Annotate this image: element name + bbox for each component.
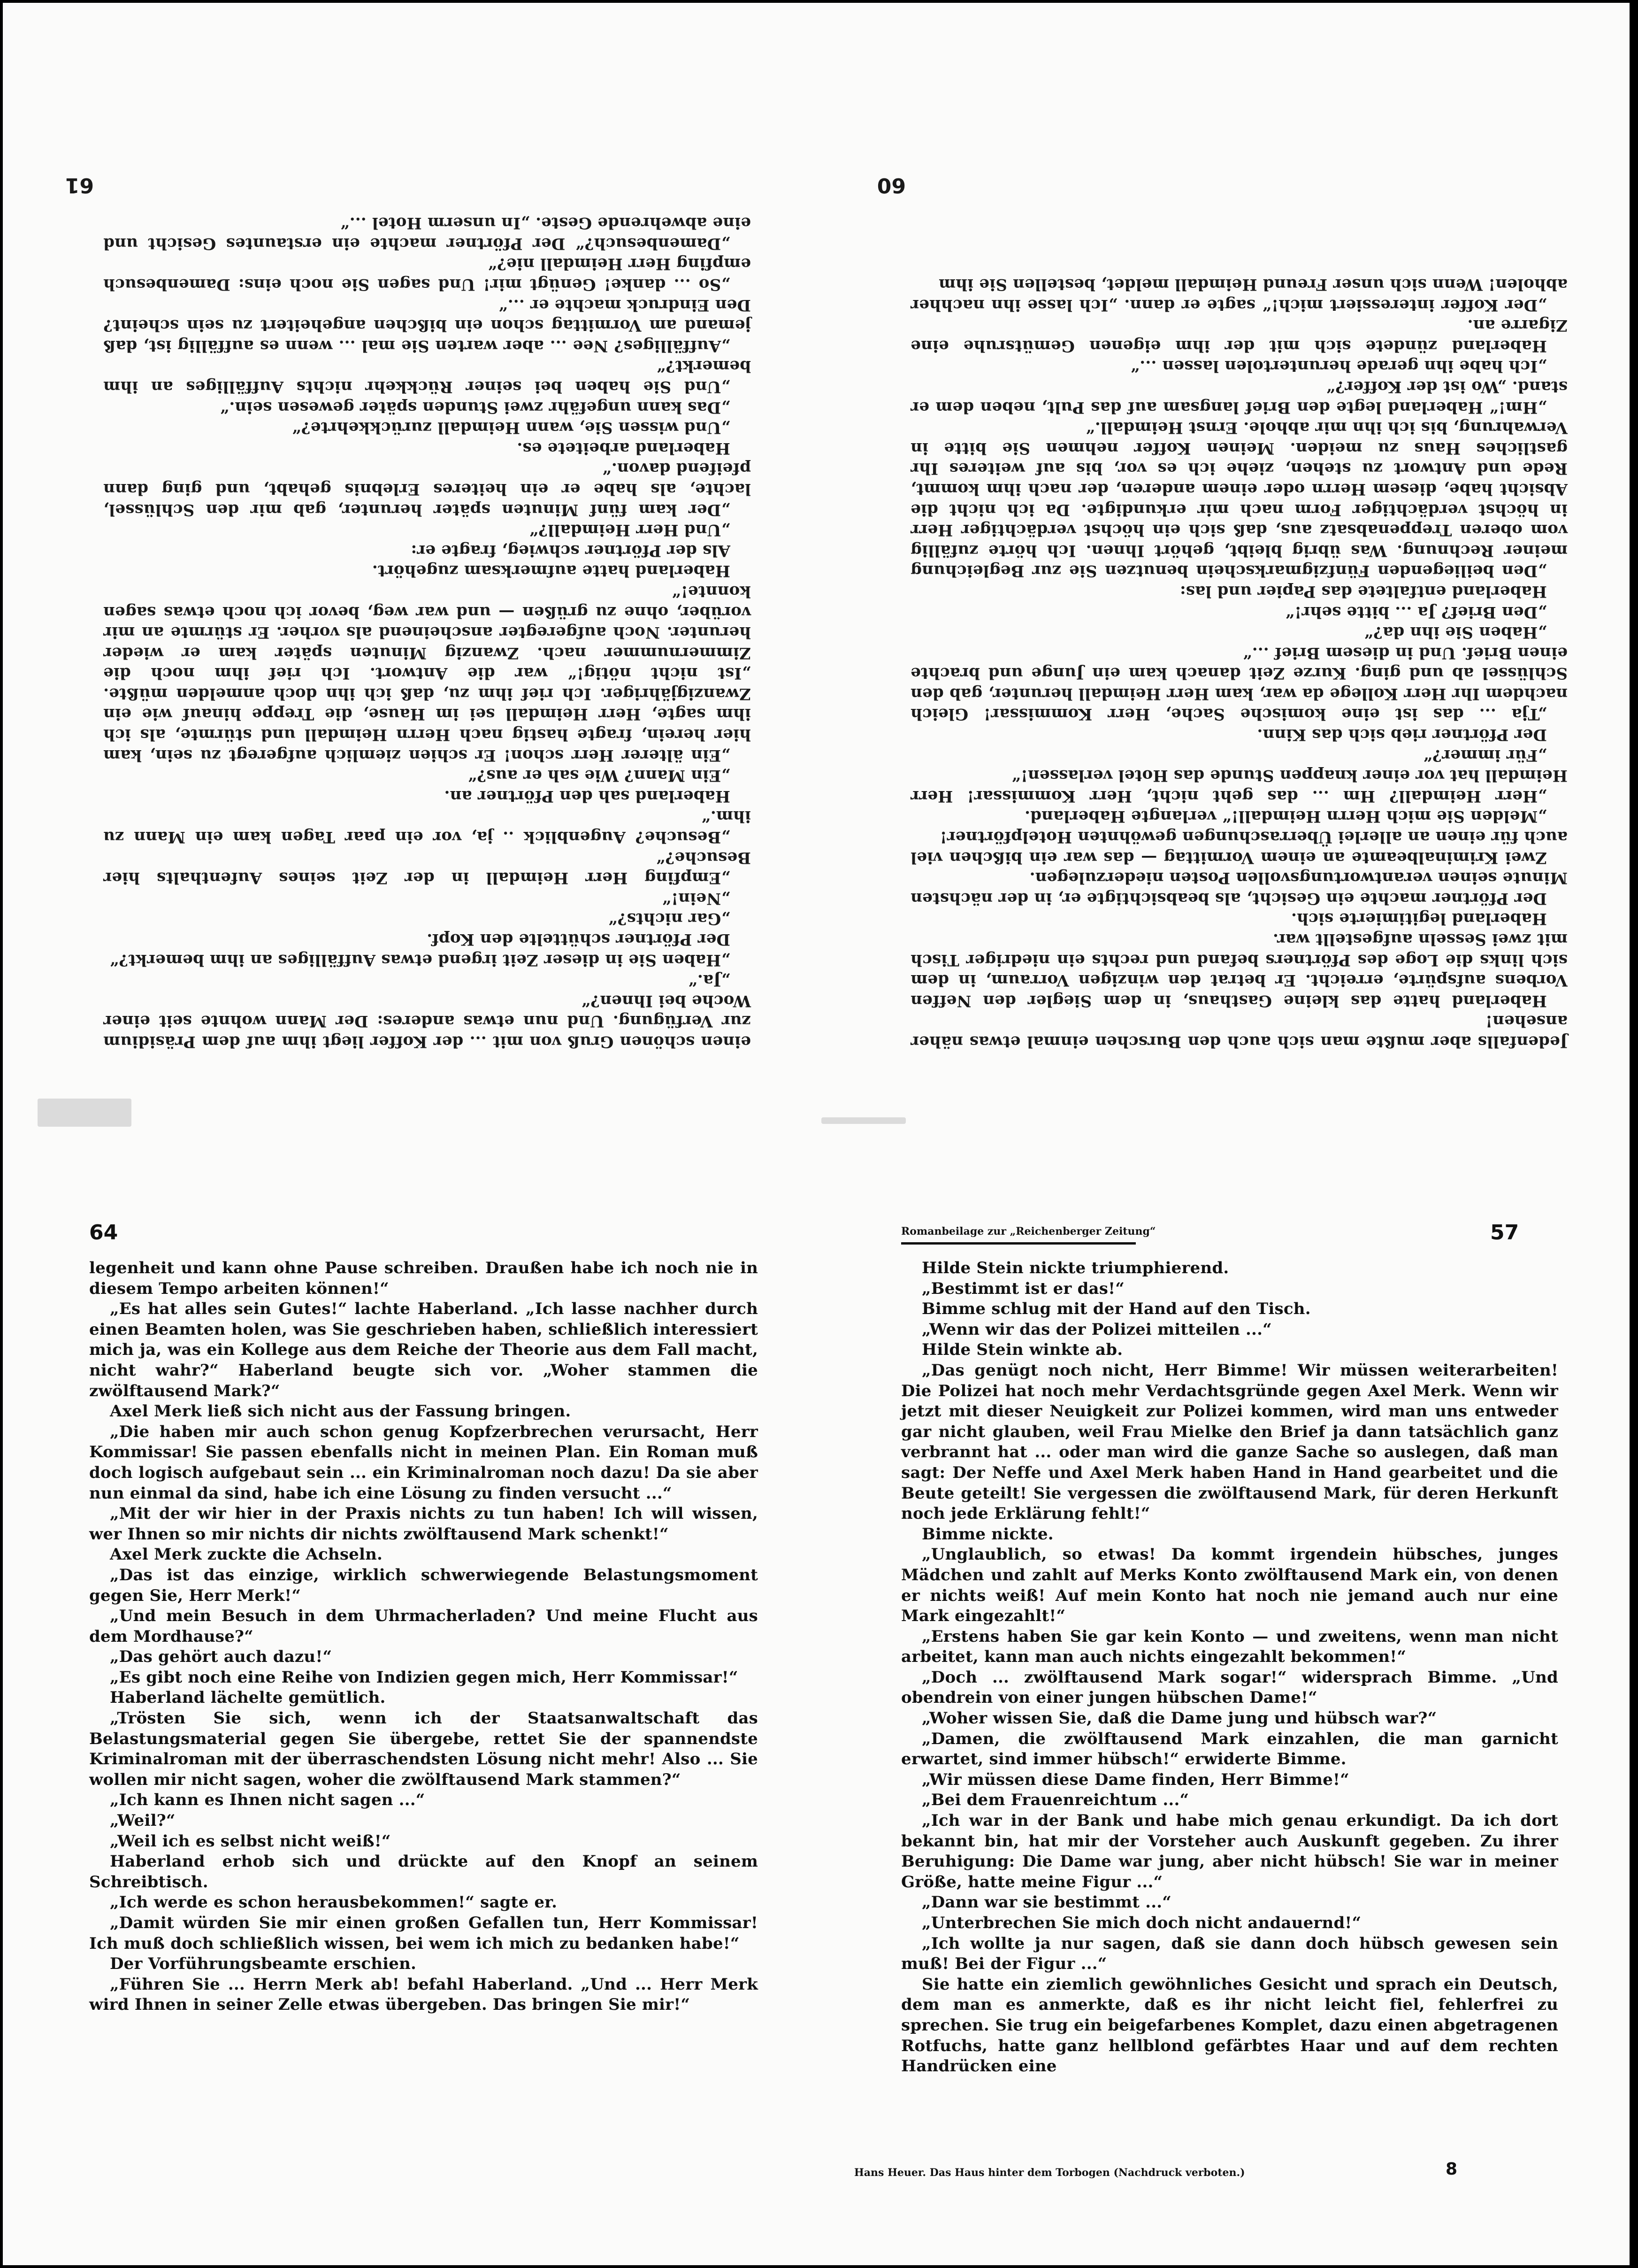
paragraph: „Das genügt noch nicht, Herr Bimme! Wir müssen weiterarbeiten! Die Polizei hat noch mehr Verdachtsgründe gegen Axel Merk. Wenn wir jetzt mit dieser Neuigkeit zur Polizei kommen, wird man uns entweder gar nicht glauben, weil Frau Mielke den Brief ja dann tatsächlich ganz verbrannt hat ... oder man wird die ganze Sache so auslegen, daß man sagt: Der Neffe und Axel Merk haben Hand in Hand gearbeitet und die Beute geteilt! Sie vergessen die zwölftausend Mark, für deren Herkunft noch jede Erklärung fehlt!“ [901, 1361, 1558, 1523]
paragraph: „Ja.“ [688, 971, 730, 990]
paragraph: „Woher wissen Sie, daß die Dame jung und hübsch war?“ [922, 1709, 1437, 1728]
paragraph: „Auffälliges? Nee ... aber warten Sie mal ... wenn es auffällig ist, daß jemand am Vormittag schon ein bißchen angeheitert zu sein scheint? Den Eindruck machte er ...“ [103, 295, 751, 355]
paragraph: „Mit der wir hier in der Praxis nichts zu tun haben! Ich will wissen, wer Ihnen so mir nichts dir nichts zwölftausend Mark schenkt!“ [89, 1504, 758, 1544]
paragraph: Bimme nickte. [922, 1524, 1054, 1544]
paragraph: „Trösten Sie sich, wenn ich der Staatsanwaltschaft das Belastungsmaterial gegen Sie übergebe, rettet Sie der spannendste Kriminalroman mit der überraschendsten Lösung nicht mehr! Also ... Sie wollen mir nicht sagen, woher die zwölftausend Mark stammen?“ [89, 1709, 758, 1789]
paragraph: legenheit und kann ohne Pause schreiben. Draußen habe ich noch nie in diesem Tempo arbeiten können!“ [89, 1259, 758, 1298]
paragraph: „Und mein Besuch in dem Uhrmacherladen? Und meine Flucht aus dem Mordhause?“ [89, 1607, 758, 1646]
paragraph: Axel Merk zuckte die Achseln. [110, 1545, 383, 1564]
page-lower-right [854, 1211, 1605, 2221]
paragraph: Als der Pförtner schwieg, fragte er: [411, 541, 730, 560]
paragraph: Sie hatte ein ziemlich gewöhnliches Gesicht und sprach ein Deutsch, dem man es anmerkte, daß es ihr nicht leicht fiel, fehlerfrei zu sprechen. Sie trug ein beigefarbenes Komplet, dazu einen abgetragenen Rotfuchs, hatte ganz hellblond gefärbtes Haar und auf dem rechten Handrücken eine [901, 1975, 1558, 2076]
paragraph: „Ich kann es Ihnen nicht sagen ...“ [110, 1791, 425, 1810]
paragraph: Haberland zündete sich mit der ihm eigenen Gemütsruhe eine Zigarre an. [911, 316, 1568, 355]
paragraph: Haberland sah den Pförtner an. [444, 786, 730, 806]
running-header: Romanbeilage zur „Reichenberger Zeitung“ [901, 1225, 1156, 1238]
paragraph: „Und Herr Heimdall?“ [529, 521, 730, 540]
page-lower-left [28, 1211, 788, 2221]
footer-signature: 8 [1446, 2160, 1458, 2179]
paragraph: „Dann war sie bestimmt ...“ [922, 1893, 1172, 1912]
paragraph: „Nein!“ [662, 889, 730, 908]
page-upper-right [854, 141, 1605, 1080]
paragraph: „Doch ... zwölftausend Mark sogar!“ widersprach Bimme. „Und obendrein von einer jungen hübschen Dame!“ [901, 1668, 1558, 1707]
paragraph: „Bestimmt ist er das!“ [922, 1279, 1125, 1298]
paragraph: „Es hat alles sein Gutes!“ lachte Haberland. „Ich lasse nachher durch einen Beamten holen, was Sie geschrieben haben, schließlich interessiert mich ja, was ein Kollege aus dem Reiche der Theorie aus dem Fall macht, nicht wahr?“ Haberland beugte sich vor. „Woher stammen die zwölftausend Mark?“ [89, 1299, 758, 1400]
paragraph: „Das kann ungefähr zwei Stunden später gewesen sein.“ [220, 398, 730, 417]
paragraph: Haberland entfaltete das Papier und las: [1179, 582, 1547, 601]
paragraph: Hilde Stein winkte ab. [922, 1340, 1123, 1360]
paragraph: Haberland hatte das kleine Gasthaus, in dem Siegler den Neffen Vorbens aufspürte, erreicht. Er betrat den winzigen Vorraum, in dem sich links die Loge des Pförtners befand und rechts ein niedriger Tisch mit zwei Sesseln aufgestellt war. [911, 930, 1568, 1010]
paragraph: Haberland arbeitete es. [517, 438, 730, 458]
text-column [901, 1258, 1558, 2077]
paragraph: „Bei dem Frauenreichtum ...“ [922, 1791, 1189, 1810]
paragraph: „Führen Sie ... Herrn Merk ab! befahl Haberland. „Und ... Herr Merk wird Ihnen in seiner Zelle etwas übergeben. Das bringen Sie mir!“ [89, 1975, 758, 2014]
paragraph: Zwei Kriminalbeamte an einem Vormittag — das war ein bißchen viel auch für einen an allerlei Überraschungen gewöhnten Hotelpförtner! [911, 828, 1568, 867]
paragraph: Hilde Stein nickte triumphierend. [922, 1259, 1229, 1277]
paragraph: „Weil ich es selbst nicht weiß!“ [110, 1831, 391, 1851]
paragraph: „Hm!“ Haberland legte den Brief langsam auf das Pult, neben dem er stand. „Wo ist der Koffer?“ [911, 377, 1568, 417]
paragraph: „Herr Heimdall? Hm ... das geht nicht, Herr Kommissar! Herr Heimdall hat vor einer knappen Stunde das Hotel verlassen!“ [911, 766, 1568, 806]
paragraph: „Und Sie haben bei seiner Rückkehr nichts Auffälliges an ihm bemerkt?“ [103, 357, 751, 396]
paragraph: „Der Koffer interessiert mich!“ sagte er dann. „Ich lasse ihn nachher abholen! Wenn sich unser Freund Heimdall meldet, bestellen Sie ihm [911, 275, 1568, 315]
paragraph: „Für immer?“ [1423, 746, 1547, 765]
page-number: 57 [1490, 1221, 1519, 1245]
paragraph: „Ich war in der Bank und habe mich genau erkundigt. Da ich dort bekannt bin, hat mir der Vorsteher auch Auskunft gegeben. Zu ihrer Beruhigung: Die Dame war jung, aber nicht hübsch! Sie war in meiner Größe, hatte meine Figur ...“ [901, 1811, 1558, 1891]
paragraph: „Gar nichts?“ [608, 909, 730, 929]
paragraph: „Es gibt noch eine Reihe von Indizien gegen mich, Herr Kommissar!“ [110, 1668, 738, 1687]
paragraph: „Unglaublich, so etwas! Da kommt irgendein hübsches, junges Mädchen und zahlt auf Merks Konto zwölftausend Mark ein, von denen er nichts weiß! Auf mein Konto hat noch nie jemand auch nur eine Mark eingezahlt!“ [901, 1545, 1558, 1626]
scan-smudge [38, 1099, 131, 1127]
paragraph: „Ein älterer Herr schon! Er schien ziemlich aufgeregt zu sein, kam hier herein, fragte hastig nach Herrn Heimdall und stürmte, als ich ihm sagte, Herr Heimdall sei im Hause, die Treppe hinauf wie ein Zwanzigjähriger. Ich rief ihm zu, daß ich ihn doch anmelden müßte. „Ist nicht nötig!“ war die Antwort. Ich rief ihm noch die Zimmernummer nach. Zwanzig Minuten später kam er wieder herunter. Noch aufgeregter anscheinend als vorher. Er stürmte an mir vorüber, ohne zu grüßen — und war weg, bevor ich noch etwas sagen konnte!“ [103, 582, 751, 765]
paragraph: Der Pförtner machte ein Gesicht, als beabsichtigte er, in der nächsten Minute seinen verantwortungsvollen Posten niederzulegen. [911, 869, 1568, 908]
paragraph: „Damenbesuch?“ Der Pförtner machte ein erstauntes Gesicht und eine abwehrende Geste. „In unserm Hotel ...“ [103, 214, 751, 253]
paragraph: Haberland erhob sich und drückte auf den Knopf an seinem Schreibtisch. [89, 1852, 758, 1891]
paragraph: „Ich wollte ja nur sagen, daß sie dann doch hübsch gewesen sein muß! Bei der Figur ...“ [901, 1934, 1558, 1974]
paragraph: „Das ist das einzige, wirklich schwerwiegende Belastungsmoment gegen Sie, Herr Merk!“ [89, 1565, 758, 1605]
paragraph: „Tja ... das ist eine komische Sache, Herr Kommissar! Gleich nachdem Ihr Herr Kollege da war, kam Herr Heimdall herunter, gab den Schlüssel ab und ging. Kurze Zeit danach kam ein Junge und brachte einen Brief. Und in diesem Brief ...“ [911, 643, 1568, 724]
paragraph: „Erstens haben Sie gar kein Konto — und zweitens, wenn man nicht arbeitet, kann man auch nichts eingezahlt bekommen!“ [901, 1627, 1558, 1667]
paragraph: „Wenn wir das der Polizei mitteilen ...“ [922, 1320, 1272, 1339]
paragraph: „Wir müssen diese Dame finden, Herr Bimme!“ [922, 1770, 1349, 1789]
paragraph: „Ich werde es schon herausbekommen!“ sagte er. [110, 1893, 558, 1912]
paragraph: Haberland legitimierte sich. [1291, 909, 1547, 929]
text-column [911, 274, 1568, 1052]
paragraph: Der Pförtner schüttelte den Kopf. [427, 930, 730, 949]
page-number: 60 [877, 173, 906, 197]
paragraph: „Damen, die zwölftausend Mark einzahlen, die man garnicht erwartet, sind immer hübsch!“ erwiderte Bimme. [901, 1729, 1558, 1769]
paragraph: einen schönen Gruß von mit ... der Koffer liegt ihm auf dem Präsidium zur Verfügung. Und nun etwas anderes: Der Mann wohnte seit einer Woche bei Ihnen?“ [103, 991, 751, 1051]
text-column [89, 1258, 758, 2015]
footer-credit: Hans Heuer. Das Haus hinter dem Torbogen (Nachdruck verboten.) [854, 2167, 1245, 2179]
paragraph: „Und wissen Sie, wann Heimdall zurückkehrte?“ [291, 418, 730, 438]
paragraph: „Empfing Herr Heimdall in der Zeit seines Aufenthalts hier Besuche?“ [103, 848, 751, 888]
paragraph: „Der kam fünf Minuten später herunter, gab mir den Schlüssel, lachte, als habe er ein heiteres Erlebnis gehabt, und ging dann pfeifend davon.“ [103, 459, 751, 519]
paragraph: „Die haben mir auch schon genug Kopfzerbrechen verursacht, Herr Kommissar! Sie passen ebenfalls nicht in meinen Plan. Ein Roman muß doch logisch aufgebaut sein ... ein Kriminalroman noch dazu! Da sie aber nun einmal da sind, habe ich eine Lösung zu finden versucht ...“ [89, 1422, 758, 1503]
paragraph: Der Pförtner rieb sich das Kinn. [1257, 725, 1547, 745]
paragraph: „Unterbrechen Sie mich doch nicht andauernd!“ [922, 1914, 1362, 1932]
paragraph: Bimme schlug mit der Hand auf den Tisch. [922, 1299, 1311, 1319]
paragraph: „Haben Sie in dieser Zeit irgend etwas Auffälliges an ihm bemerkt?“ [109, 950, 730, 969]
header-rule [901, 1242, 1136, 1245]
paragraph: „Den Brief? Ja ... bitte sehr!“ [1285, 602, 1547, 622]
page-number: 61 [65, 173, 94, 197]
scan-smudge [821, 1117, 906, 1124]
paragraph: Haberland lächelte gemütlich. [110, 1688, 386, 1707]
paragraph: „Damit würden Sie mir einen großen Gefallen tun, Herr Kommissar! Ich muß doch schließlich wissen, bei wem ich mich zu bedanken habe!“ [89, 1914, 758, 1953]
paragraph: „Das gehört auch dazu!“ [110, 1647, 332, 1667]
paragraph: „Besuche? Augenblick .. ja, vor ein paar Tagen kam ein Mann zu ihm.“ [103, 807, 751, 847]
paragraph: „Melden Sie mich Herrn Heimdall!“ verlangte Haberland. [1025, 807, 1547, 826]
paragraph: „Weil?“ [110, 1811, 176, 1830]
text-column [103, 213, 751, 1052]
page-upper-left [28, 141, 788, 1080]
paragraph: „Haben Sie ihn da?“ [1364, 623, 1547, 642]
paragraph: Der Vorführungsbeamte erschien. [110, 1954, 417, 1974]
paragraph: Jedenfalls aber mußte man sich auch den Burschen einmal etwas näher ansehen! [911, 1012, 1568, 1051]
paragraph: Haberland hatte aufmerksam zugehört. [372, 561, 730, 581]
paragraph: „So ... danke! Genügt mir! Und sagen Sie noch eins: Damenbesuch empfing Herr Heimdall nie?“ [103, 254, 751, 294]
paragraph: „Ein Mann? Wie sah er aus?“ [467, 766, 730, 785]
paragraph: Axel Merk ließ sich nicht aus der Fassung bringen. [110, 1402, 571, 1421]
page-number: 64 [89, 1221, 118, 1245]
paragraph: „Den beiliegenden Fünfzigmarkschein benutzen Sie zur Begleichung meiner Rechnung. Was übrig bleibt, gehört Ihnen. Ich hörte zufällig vom oberen Treppenabsatz aus, daß sich ein höchst verdächtiger Herr in höchst verdächtiger Form nach mir erkundigte. Da ich nicht die Absicht habe, diesem Herrn oder einem anderen, der nach ihm kommt, Rede und Antwort zu stehen, ziehe ich es vor, bis auf weiteres Ihr gastliches Haus zu meiden. Meinen Koffer nehmen Sie bitte in Verwahrung, bis ich ihn mir abhole. Ernst Heimdall.“ [911, 418, 1568, 581]
paragraph: „Ich habe ihn gerade heruntertolen lassen ...“ [1130, 357, 1547, 376]
